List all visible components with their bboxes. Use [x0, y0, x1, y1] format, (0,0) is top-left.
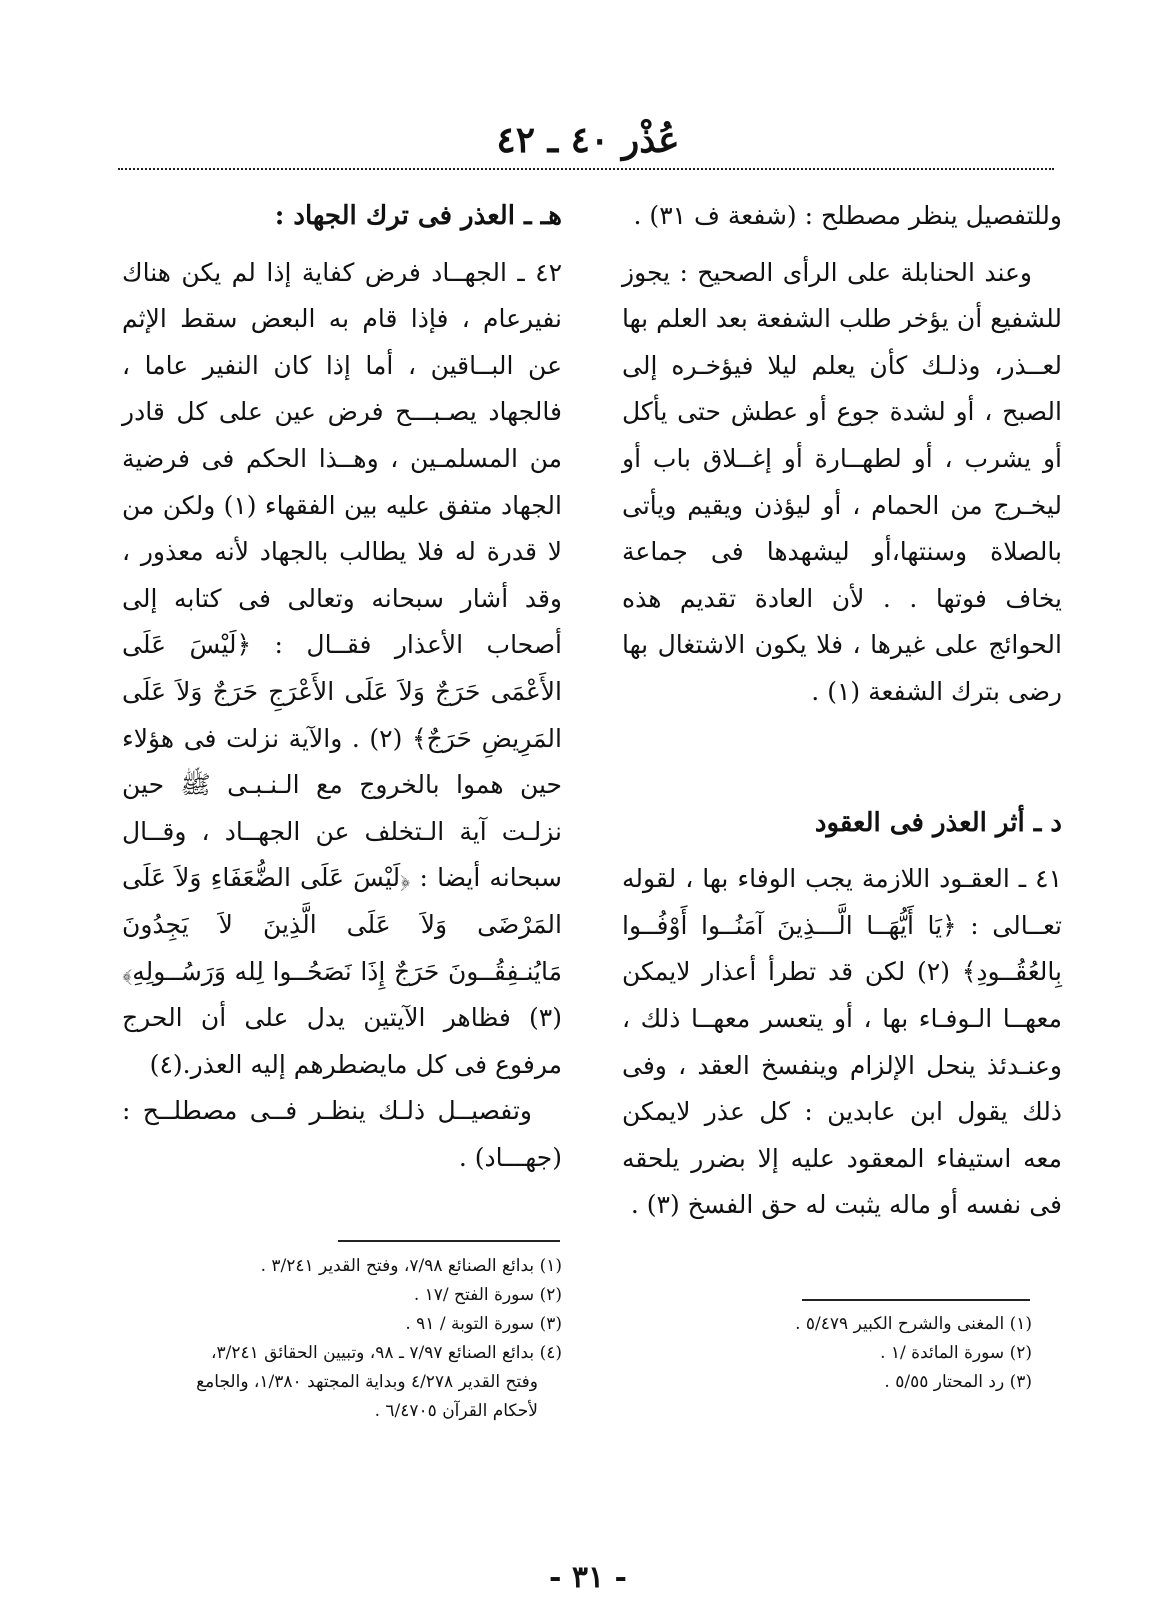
- left-column: [122, 193, 562, 1181]
- footnote-right-3: (٣) رد المحتار ٥/٥٥ .: [884, 1372, 1032, 1392]
- footnote-left-1: (١) بدائع الصنائع ٧/٩٨، وفتح القدير ٣/٢٤١ .: [260, 1256, 562, 1276]
- footnotes-left: [116, 1252, 562, 1426]
- right-intro-paragraph: وللتفصيل ينظر مصطلح : (شفعة ف ٣١) .: [633, 201, 1062, 230]
- contracts-paragraph: ٤١ ـ العقـود اللازمة يجب الوفاء بها ، لقوله تعــالى : ﴿يَا أَيُّهَــا الَّـــذِينَ آمَنُــوا أَوْفُــوا بِالعُقُــودِ﴾ (٢) لكن قد تطرأ أعذار لايمكن معهــا الـوفـاء بها ، أو يتعسر معهــا ذلك ، وعنـدئذ ينحل الإلزام وينفسخ العقد ، وفى ذلك يقول ابن عابدين : كل عذر لايمكن معه استيفاء المعقود عليه إلا بضرر يلحقه فى نفسه أو ماله يثبت له حق الفسخ (٣) .: [622, 864, 1062, 1220]
- page-number: - ٣١ -: [548, 1560, 628, 1595]
- section-heading-jihad: هـ ـ العذر فى ترك الجهاد :: [274, 201, 562, 231]
- footnotes-right: [622, 1310, 1032, 1397]
- jihad-paragraph: ٤٢ ـ الجهــاد فرض كفاية إذا لم يكن هناك نفيرعام ، فإذا قام به البعض سقط الإثم عن البــاقين ، أما إذا كان النفير عاما ، فالجهاد يصـبـــح فرض عين على كل قادر من المسلمـين ، وهــذا الحكم فى فرضية الجهاد متفق عليه بين الفقهاء (١) ولكن من لا قدرة له فلا يطالب بالجهاد لأنه معذور ، وقد أشار سبحانه وتعالى فى كتابه إلى أصحاب الأعذار فقــال : ﴿لَيْسَ عَلَى الأَعْمَى حَرَجٌ وَلاَ عَلَى الأَعْرَجِ حَرَجٌ وَلاَ عَلَى المَرِيضِ حَرَجٌ﴾ (٢) . والآية نزلت فى هؤلاء حين هموا بالخروج مع الـنـبـى ﷺ حين نزلـت آية الـتخلف عن الجهــاد ، وقــال سبحانه أيضا : ﴿لَيْسَ عَلَى الضُّعَفَاءِ وَلاَ عَلَى المَرْضَى وَلاَ عَلَى الَّذِينَ لاَ يَجِدُونَ مَايُنـفِقُــونَ حَرَجٌ إِذَا نَصَحُــوا لِله وَرَسُــولِهِ﴾ (٣) فظاهر الآيتين يدل على أن الحرج مرفوع فى كل مايضطرهم إليه العذر.(٤): [122, 257, 562, 1079]
- footnote-left-2: (٢) سورة الفتح /١٧ .: [413, 1285, 562, 1305]
- footnote-left-4-line2: وفتح القدير ٤/٢٧٨ وبداية المجتهد ١/٣٨٠، والجامع: [196, 1372, 538, 1392]
- footnote-right-1: (١) المغنى والشرح الكبير ٥/٤٧٩ .: [795, 1314, 1032, 1334]
- footnote-rule-left: [338, 1240, 560, 1242]
- jihad-reference-paragraph: وتفصيــل ذلـك ينظـر فــى مصطلــح : (جهـــاد) .: [122, 1096, 562, 1172]
- footnote-left-4-line1: (٤) بدائع الصنائع ٧/٩٧ ـ ٩٨، وتبيين الحقائق ٣/٢٤١،: [210, 1343, 562, 1363]
- header-dotted-rule: [118, 168, 1054, 170]
- right-column: [622, 193, 1062, 1229]
- footnote-rule-right: [802, 1299, 1030, 1301]
- hanbali-paragraph: وعند الحنابلة على الرأى الصحيح : يجوز للشفيع أن يؤخر طلب الشفعة بعد العلم بها لعــذر، وذلـك كأن يعلم ليلا فيؤخـره إلى الصبح ، أو لشدة جوع أو عطش حتى يأكل أو يشرب ، أو لطهــارة أو إغــلاق باب أو ليخـرج من الحمام ، أو ليؤذن ويقيم ويأتى بالصلاة وسنتها،أو ليشهدها فى جماعة يخاف فوتها . . لأن العادة تقديم هذه الحوائج على غيرها ، فلا يكون الاشتغال بها رضى بترك الشفعة (١) .: [622, 257, 1062, 706]
- footnote-left-4-line3: لأحكام القرآن ٦/٤٧٠٥ .: [374, 1401, 538, 1421]
- footnote-left-3: (٣) سورة التوبة / ٩١ .: [405, 1314, 562, 1334]
- page-header-title: عُذْر ٤٠ ـ ٤٢: [496, 119, 680, 161]
- footnote-right-2: (٢) سورة المائدة /١ .: [880, 1343, 1032, 1363]
- section-heading-contracts: د ـ أثر العذر فى العقود: [814, 807, 1062, 838]
